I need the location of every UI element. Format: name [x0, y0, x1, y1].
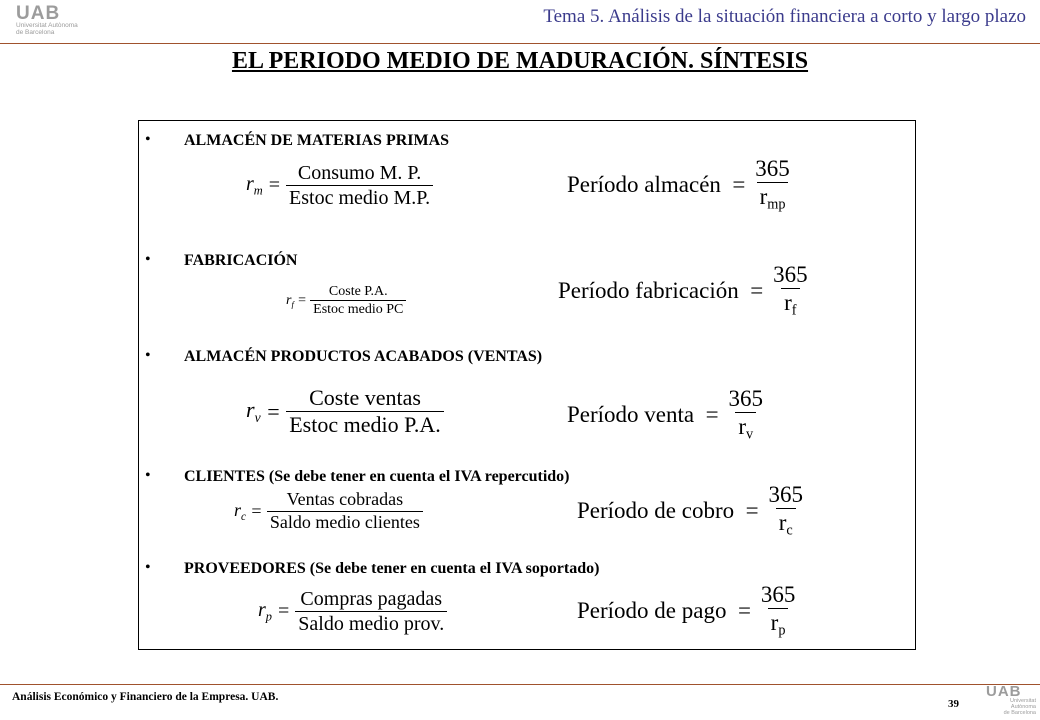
header-divider: [0, 43, 1040, 44]
slide-title: EL PERIODO MEDIO DE MADURACIÓN. SÍNTESIS: [231, 48, 809, 74]
section-heading: PROVEEDORES (Se debe tener en cuenta el IVA soportado): [184, 560, 600, 577]
footer-divider: [0, 684, 1040, 685]
ratio-numerator: Coste ventas: [309, 385, 421, 410]
period-numerator: 365: [768, 482, 803, 507]
ratio-variable: $r_m$: [246, 172, 263, 198]
section-heading: ALMACÉN PRODUCTOS ACABADOS (VENTAS): [184, 348, 543, 365]
page-number: 39: [948, 698, 959, 710]
period-label: Período fabricación: [558, 277, 739, 303]
period-fraction: [758, 582, 799, 639]
ratio-numerator: Ventas cobradas: [286, 489, 404, 509]
period-formula: Período de pago = $\frac{365}{r_p}$: [577, 582, 798, 639]
period-label: Período venta: [567, 401, 695, 427]
footer-course-name: Análisis Económico y Financiero de la Empresa. UAB.: [12, 691, 279, 703]
ratio-fraction: [267, 490, 423, 533]
ratio-denominator: Estoc medio M.P.: [286, 185, 433, 209]
ratio-fraction: [286, 386, 444, 437]
period-fraction: [725, 386, 766, 443]
ratio-variable: $r_c$: [234, 499, 246, 523]
ratio-formula: $r_p$ = $\frac{\text{Compras pagadas}}{\text{Saldo medio prov.}}$: [258, 588, 447, 635]
section-heading: CLIENTES (Se debe tener en cuenta el IVA repercutido): [184, 468, 570, 485]
period-label: Período de cobro: [577, 497, 735, 523]
period-denominator: $r_v$: [735, 412, 756, 443]
ratio-numerator: Coste P.A.: [328, 284, 388, 299]
period-formula: Período venta = $\frac{365}{r_v}$: [567, 386, 766, 443]
period-numerator: 365: [755, 156, 790, 181]
bullet-icon: •: [145, 131, 151, 148]
ratio-fraction: [286, 162, 433, 209]
ratio-formula: $r_v$ = $\frac{\text{Coste ventas}}{\text{Estoc medio P.A.}}$: [246, 386, 444, 437]
ratio-fraction: [295, 588, 447, 635]
period-denominator: $r_p$: [768, 608, 789, 639]
period-denominator: $r_f$: [781, 288, 799, 319]
ratio-denominator: Estoc medio PC: [310, 300, 406, 317]
ratio-formula: $r_f$ = $\frac{\text{Coste P.A.}}{\text{Estoc medio PC}}$: [286, 284, 406, 318]
ratio-denominator: Saldo medio clientes: [267, 511, 423, 533]
header-topic: Tema 5. Análisis de la situación financiera a corto y largo plazo: [543, 6, 1026, 27]
period-fraction: [766, 482, 807, 539]
section-heading: ALMACÉN DE MATERIAS PRIMAS: [184, 132, 450, 149]
ratio-fraction: [310, 284, 406, 318]
ratio-variable: $r_f$: [286, 292, 294, 309]
period-fraction: [770, 262, 811, 319]
period-fraction: [752, 156, 793, 213]
bullet-icon: •: [145, 559, 151, 576]
period-denominator: $r_c$: [776, 508, 796, 539]
ratio-denominator: Estoc medio P.A.: [286, 411, 444, 437]
period-formula: Período almacén = $\frac{365}{r_{mp}}$: [567, 156, 793, 213]
uab-logo: UAB Universitat Autònoma de Barcelona: [16, 3, 78, 36]
uab-logo-footer: UAB Universitat Autònoma de Barcelona: [986, 683, 1036, 716]
period-label: Período almacén: [567, 171, 721, 197]
period-formula: Período de cobro = $\frac{365}{r_c}$: [577, 482, 806, 539]
period-numerator: 365: [760, 582, 796, 607]
ratio-formula: $r_m$ = $\frac{\text{Consumo M. P.}}{\text{Estoc medio M.P.}}$: [246, 162, 433, 209]
ratio-formula: $r_c$ = $\frac{\text{Ventas cobradas}}{\text{Saldo medio clientes}}$: [234, 490, 423, 533]
bullet-icon: •: [145, 467, 151, 484]
ratio-variable: $r_v$: [246, 397, 261, 426]
ratio-variable: $r_p$: [258, 598, 272, 624]
bullet-icon: •: [145, 251, 151, 268]
ratio-denominator: Saldo medio prov.: [295, 611, 447, 635]
period-formula: Período fabricación = $\frac{365}{r_f}$: [558, 262, 811, 319]
period-denominator: $r_{mp}$: [757, 182, 789, 213]
ratio-numerator: Compras pagadas: [300, 588, 443, 610]
bullet-icon: •: [145, 347, 151, 364]
ratio-numerator: Consumo M. P.: [297, 162, 422, 184]
period-numerator: 365: [773, 262, 808, 287]
period-numerator: 365: [728, 386, 763, 411]
section-heading: FABRICACIÓN: [184, 252, 298, 269]
period-label: Período de pago: [577, 597, 727, 623]
